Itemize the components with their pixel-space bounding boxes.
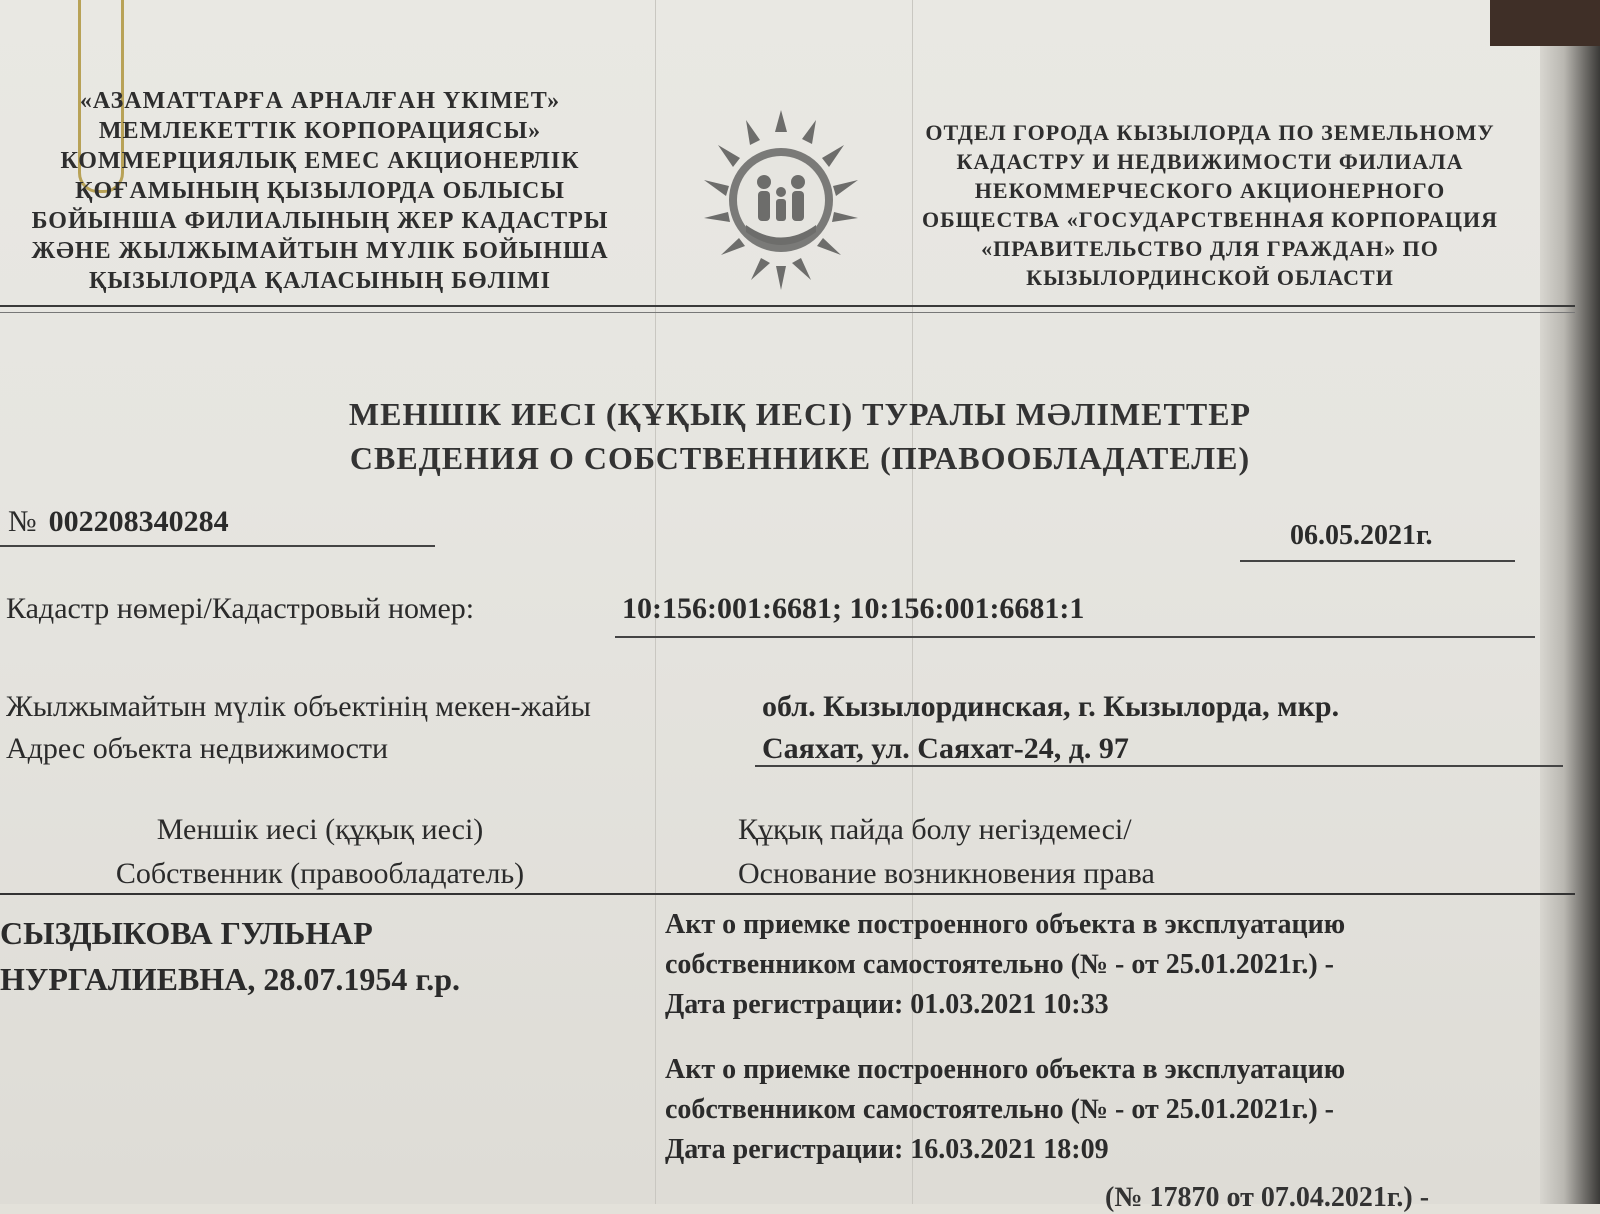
- header-ru-line: КЫЗЫЛОРДИНСКОЙ ОБЛАСТИ: [1026, 265, 1394, 290]
- document-date: 06.05.2021г.: [1290, 520, 1433, 551]
- header-kz-line: КОММЕРЦИЯЛЫҚ ЕМЕС АКЦИОНЕРЛІК: [60, 148, 580, 174]
- basis-header-kz: Құқық пайда болу негіздемесі/: [738, 813, 1132, 846]
- header-ru-line: ОБЩЕСТВА «ГОСУДАРСТВЕННАЯ КОРПОРАЦИЯ: [921, 207, 1499, 232]
- basis-entry: [665, 1050, 1525, 1170]
- address-value: [762, 686, 1482, 770]
- cadastral-label: Кадастр нөмері/Кадастровый номер:: [6, 592, 475, 625]
- basis-header-ru: Основание возникновения права: [738, 857, 1155, 890]
- basis-line: Дата регистрации: 01.03.2021 10:33: [665, 989, 1109, 1020]
- basis-line: собственником самостоятельно (№ - от 25.01.2021г.) -: [665, 949, 1334, 980]
- owner-header-kz: Меншік иесі (құқық иесі): [156, 813, 484, 846]
- header-ru-line: КАДАСТРУ И НЕДВИЖИМОСТИ ФИЛИАЛА: [956, 149, 1464, 174]
- number-underline: [0, 545, 435, 547]
- cut-off-text: (№ 17870 от 07.04.2021г.) -: [1105, 1182, 1430, 1213]
- document-title: [300, 392, 1300, 480]
- basis-column-header: [738, 808, 1438, 896]
- header-divider-thin: [0, 312, 1575, 313]
- cadastral-underline: [615, 636, 1535, 638]
- address-underline: [755, 765, 1563, 767]
- header-ru-line: ОТДЕЛ ГОРОДА КЫЗЫЛОРДА ПО ЗЕМЕЛЬНОМУ: [925, 120, 1495, 145]
- owner-header-ru: Собственник (правообладатель): [115, 857, 525, 890]
- header-kz-line: «АЗАМАТТАРҒА АРНАЛҒАН ҮКІМЕТ»: [79, 88, 561, 114]
- basis-line: Акт о приемке построенного объекта в эксплуатацию: [665, 909, 1346, 940]
- header-kz: [0, 86, 640, 296]
- header-divider: [0, 305, 1575, 307]
- header-kz-line: БОЙЫНША ФИЛИАЛЫНЫҢ ЖЕР КАДАСТРЫ: [31, 208, 609, 234]
- basis-line: Дата регистрации: 16.03.2021 18:09: [665, 1134, 1109, 1165]
- address-label-ru: Адрес объекта недвижимости: [6, 732, 389, 765]
- header-ru: [905, 118, 1515, 292]
- header-ru-line: «ПРАВИТЕЛЬСТВО ДЛЯ ГРАЖДАН» ПО: [981, 236, 1439, 261]
- owner-name: [0, 910, 460, 1002]
- table-header-divider: [0, 893, 1575, 895]
- owner-column-header: [40, 808, 600, 896]
- owner-line: НУРГАЛИЕВНА, 28.07.1954 г.р.: [0, 961, 461, 997]
- government-emblem-icon: [676, 100, 886, 300]
- page-edge-shadow: [1540, 40, 1600, 1204]
- basis-entry: [665, 905, 1525, 1025]
- cadastral-value: 10:156:001:6681; 10:156:001:6681:1: [622, 592, 1085, 625]
- basis-line: собственником самостоятельно (№ - от 25.01.2021г.) -: [665, 1094, 1334, 1125]
- header-kz-line: ЖӘНЕ ЖЫЛЖЫМАЙТЫН МҮЛІК БОЙЫНША: [31, 238, 609, 264]
- date-underline: [1240, 560, 1515, 562]
- title-ru: СВЕДЕНИЯ О СОБСТВЕННИКЕ (ПРАВООБЛАДАТЕЛЕ): [349, 440, 1251, 476]
- title-kz: МЕНШІК ИЕСІ (ҚҰҚЫҚ ИЕСІ) ТУРАЛЫ МӘЛІМЕТТЕР: [348, 396, 1252, 432]
- address-label: [6, 686, 591, 770]
- basis-line: Акт о приемке построенного объекта в эксплуатацию: [665, 1054, 1346, 1085]
- owner-line: СЫЗДЫКОВА ГУЛЬНАР: [0, 915, 373, 951]
- header-kz-line: ҚЫЗЫЛОРДА ҚАЛАСЫНЫҢ БӨЛІМІ: [89, 268, 551, 294]
- address-value-line: обл. Кызылординская, г. Кызылорда, мкр.: [762, 690, 1340, 723]
- address-label-kz: Жылжымайтын мүлік объектінің мекен-жайы: [6, 690, 591, 723]
- number-label: №: [8, 505, 37, 538]
- address-value-line: Саяхат, ул. Саяхат-24, д. 97: [762, 732, 1129, 765]
- header-ru-line: НЕКОММЕРЧЕСКОГО АКЦИОНЕРНОГО: [974, 178, 1446, 203]
- background-corner: [1490, 0, 1600, 46]
- header-kz-line: ҚОҒАМЫНЫҢ ҚЫЗЫЛОРДА ОБЛЫСЫ: [75, 178, 565, 204]
- document-number: [8, 505, 229, 539]
- header-kz-line: МЕМЛЕКЕТТІК КОРПОРАЦИЯСЫ»: [98, 118, 542, 144]
- number-value: 002208340284: [48, 505, 229, 538]
